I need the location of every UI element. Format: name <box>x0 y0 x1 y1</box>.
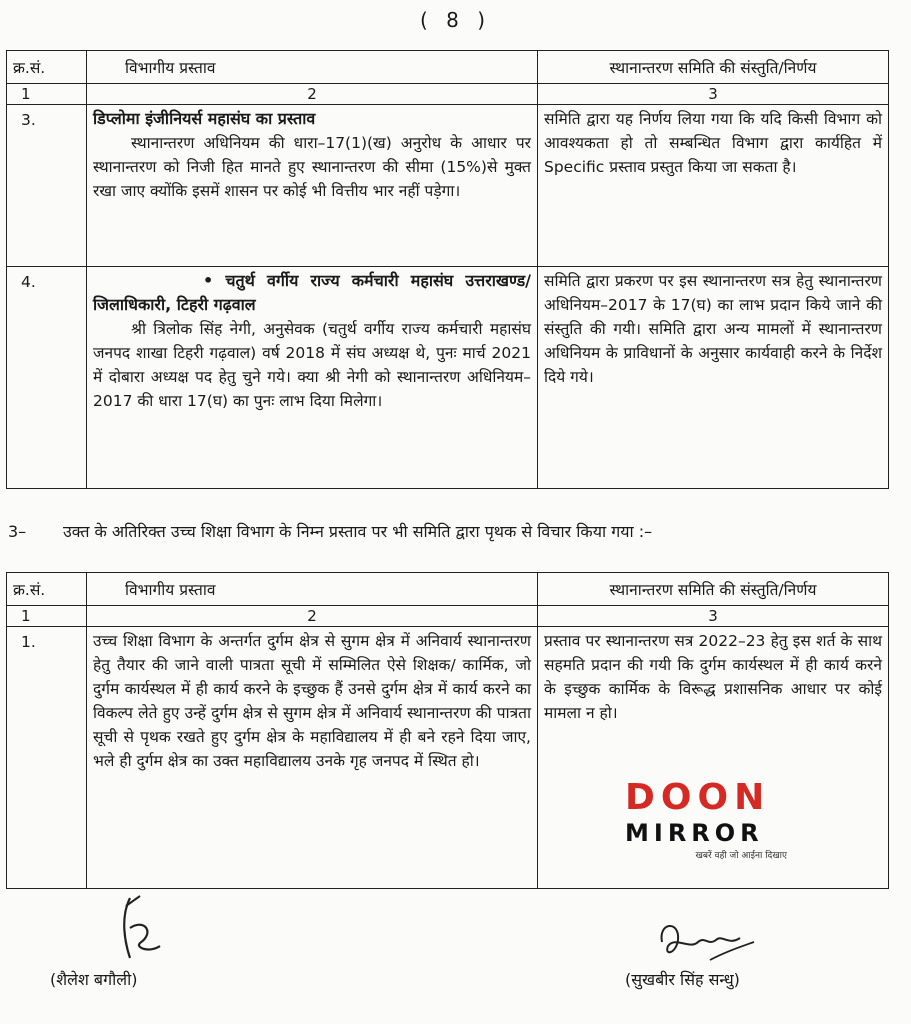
header-proposal: विभागीय प्रस्ताव <box>87 573 538 606</box>
left-signatory-name: (शैलेश बगौली) <box>50 970 138 989</box>
proposal-cell <box>87 105 538 267</box>
left-signature <box>100 888 190 968</box>
column-number: 3 <box>538 84 889 105</box>
decision-cell: समिति द्वारा यह निर्णय लिया गया कि यदि किसी विभाग को आवश्यकता हो तो सम्बन्धित विभाग द्वारा कार्यहित में Specific प्रस्ताव प्रस्तुत किया जा सकता है। <box>538 105 889 267</box>
row-serial: 3. <box>7 105 87 267</box>
watermark-line2: MIRROR <box>625 819 764 847</box>
header-serial: क्र.सं. <box>7 51 87 84</box>
proposal-cell <box>87 267 538 489</box>
proposal-text: स्थानान्तरण अधिनियम की धारा–17(1)(ख) अनुरोध के आधार पर स्थानान्तरण को निजी हित मानते हुए स्थानान्तरण की सीमा (15%)से मुक्त रखा जाए क्योंकि इसमें शासन पर कोई भी वित्तीय भार नहीं पड़ेगा। <box>93 134 531 200</box>
column-number: 1 <box>7 606 87 627</box>
proposal-cell: उच्च शिक्षा विभाग के अन्तर्गत दुर्गम क्षेत्र से सुगम क्षेत्र में अनिवार्य स्थानान्तरण हेतु तैयार की जाने वाली पात्रता सूची में सम्मिलित ऐसे शिक्षक/ कार्मिक, जो दुर्गम कार्यस्थल में ही कार्य करने के इच्छुक हैं उनसे दुर्गम क्षेत्र में कार्य करने का विकल्प लेते हुए उन्हें दुर्गम क्षेत्र से सुगम क्षेत्र में अनिवार्य स्थानान्तरण की पात्रता सूची से पृथक रखते हुए दुर्गम क्षेत्र के महाविद्यालय में ही बने रहने दिया जाए, भले ही दुर्गम क्षेत्र का उक्त महाविद्यालय उनके गृह जनपद में स्थित हो। <box>87 627 538 889</box>
proposal-table-1 <box>6 50 889 489</box>
decision-cell: प्रस्ताव पर स्थानान्तरण सत्र 2022–23 हेतु इस शर्त के साथ सहमति प्रदान की गयी कि दुर्गम कार्यस्थल में ही कार्य करने के इच्छुक कार्मिक के विरूद्ध प्रशासनिक आधार पर कोई मामला न हो। <box>538 627 889 889</box>
right-signatory-name: (सुखबीर सिंह सन्धु) <box>625 970 740 989</box>
column-number-row <box>7 84 889 105</box>
table-row <box>7 105 889 267</box>
right-signature <box>650 912 760 972</box>
section-3-paragraph <box>8 520 888 544</box>
header-serial: क्र.सं. <box>7 573 87 606</box>
header-recommendation: स्थानान्तरण समिति की संस्तुति/निर्णय <box>538 51 889 84</box>
column-number: 2 <box>87 606 538 627</box>
proposal-text: श्री त्रिलोक सिंह नेगी, अनुसेवक (चतुर्थ वर्गीय राज्य कर्मचारी महासंघ जनपद शाखा टिहरी गढ़वाल) वर्ष 2018 में संघ अध्यक्ष थे, पुनः मार्च 2021 में दोबारा अध्यक्ष पद हेतु चुने गये। क्या श्री नेगी को स्थानान्तरण अधिनियम–2017 की धारा 17(घ) का पुनः लाभ दिया मिलेगा। <box>93 320 531 410</box>
row-serial: 4. <box>7 267 87 489</box>
watermark-line1: DOON <box>625 777 771 818</box>
section-label: 3– <box>8 522 27 541</box>
column-number: 2 <box>87 84 538 105</box>
page-number: ( 8 ) <box>419 8 492 32</box>
column-number: 3 <box>538 606 889 627</box>
watermark-tagline: खबरें वही जो आईना दिखाए <box>695 851 787 861</box>
column-number-row <box>7 606 889 627</box>
section-text: उक्त के अतिरिक्त उच्च शिक्षा विभाग के निम्न प्रस्ताव पर भी समिति द्वारा पृथक से विचार किया गया :– <box>63 522 653 541</box>
decision-cell: समिति द्वारा प्रकरण पर इस स्थानान्तरण सत्र हेतु स्थानान्तरण अधिनियम–2017 के 17(घ) का लाभ प्रदान किये जाने की संस्तुति की गयी। समिति द्वारा अन्य मामलों में स्थानान्तरण अधिनियम के प्राविधानों के अनुसार कार्यवाही करने के निर्देश दिये गये। <box>538 267 889 489</box>
column-number: 1 <box>7 84 87 105</box>
doon-mirror-watermark <box>625 778 795 861</box>
header-proposal: विभागीय प्रस्ताव <box>87 51 538 84</box>
proposal-heading: • चतुर्थ वर्गीय राज्य कर्मचारी महासंघ उत्तराखण्ड/जिलाधिकारी, टिहरी गढ़वाल <box>93 271 531 314</box>
header-recommendation: स्थानान्तरण समिति की संस्तुति/निर्णय <box>538 573 889 606</box>
row-serial: 1. <box>7 627 87 889</box>
table-row <box>7 267 889 489</box>
table-header-row <box>7 51 889 84</box>
proposal-heading: डिप्लोमा इंजीनियर्स महासंघ का प्रस्ताव <box>93 109 316 128</box>
table-header-row <box>7 573 889 606</box>
